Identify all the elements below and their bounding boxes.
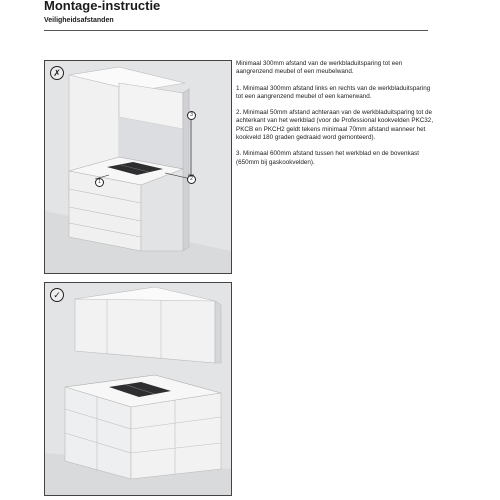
kitchen-incorrect-illustration xyxy=(45,61,231,273)
figure-correct xyxy=(44,282,232,496)
page-subtitle: Veiligheidsafstanden xyxy=(44,17,114,24)
note-3: 3. Minimaal 600mm afstand tussen het werkblad en de bovenkast (650mm bij gaskookvelden). xyxy=(236,150,420,166)
callout-1: 1 xyxy=(95,178,104,187)
note-intro: Minimaal 300mm afstand van de werkbladuitsparing tot een aangrenzend meubel of een meubelwand. xyxy=(236,60,403,76)
kitchen-correct-illustration xyxy=(45,283,231,495)
figure-incorrect xyxy=(44,60,232,274)
wrong-icon: ✗ xyxy=(50,66,64,80)
header-divider xyxy=(44,30,428,31)
page-title: Montage-instructie xyxy=(44,0,161,13)
callout-3: 3 xyxy=(187,111,196,120)
callout-2: 2 xyxy=(187,175,196,184)
note-2: 2. Minimaal 50mm afstand achteraan van de werkbladuitsparing tot de achterkant van het werkblad (voor de Professional kookvelden PKC32, PKCB en PKCH2 geldt tekens minimaal 70mm afstand wanneer het kookveld 180 graden gedraaid word gemonteerd). xyxy=(236,109,434,142)
correct-icon: ✓ xyxy=(50,288,64,302)
instructions-text xyxy=(236,60,436,175)
note-1: 1. Minimaal 300mm afstand links en rechts van de werkbladuitsparing tot een aangrenzend meubel of een kamerwand. xyxy=(236,84,431,100)
